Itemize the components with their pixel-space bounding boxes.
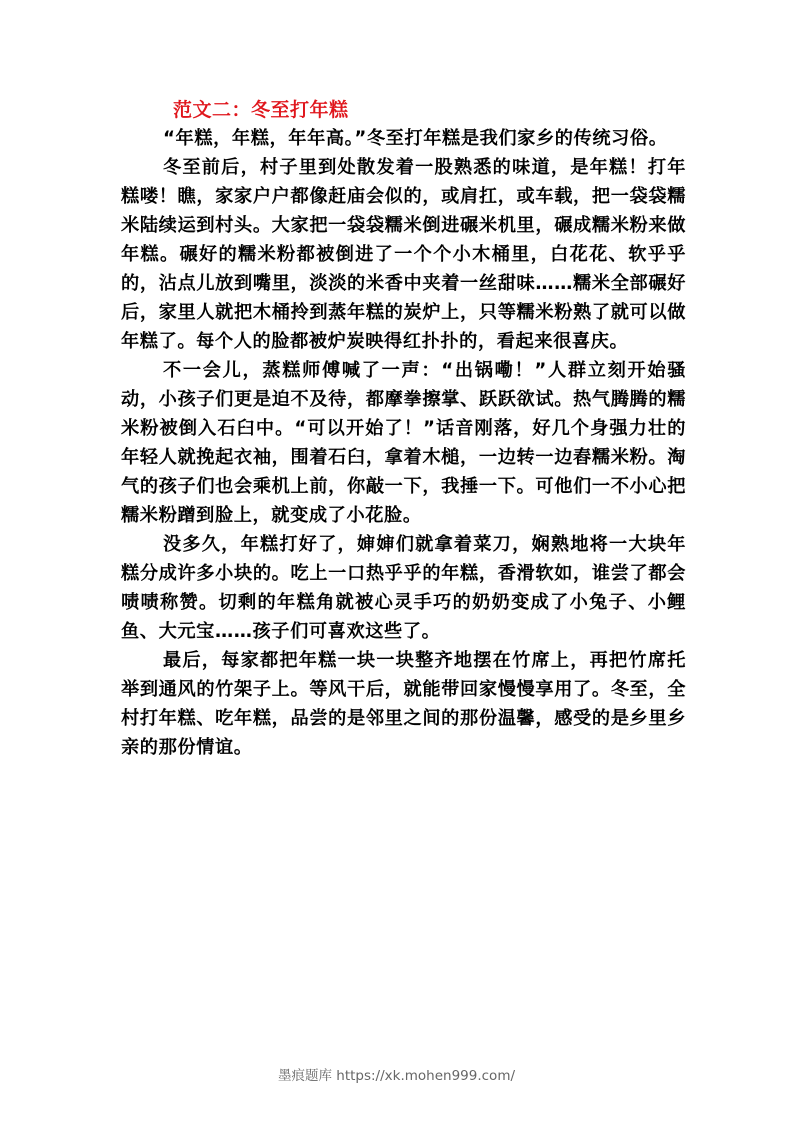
essay-content — [121, 96, 686, 762]
essay-paragraph-4: 没多久，年糕打好了，婶婶们就拿着菜刀，娴熟地将一大块年糕分成许多小块的。吃上一口热乎乎的年糕，香滑软如，谁尝了都会啧啧称赞。切剩的年糕角就被心灵手巧的奶奶变成了小兔子、小鲤鱼、大元宝……孩子们可喜欢这些了。 — [121, 534, 686, 642]
essay-title: 范文二：冬至打年糕 — [173, 99, 349, 121]
footer-watermark: 墨痕题库 https://xk.mohen999.com/ — [277, 1068, 516, 1084]
essay-paragraph-1: “年糕，年糕，年年高。”冬至打年糕是我们家乡的传统习俗。 — [163, 128, 668, 149]
essay-paragraph-5: 最后，每家都把年糕一块一块整齐地摆在竹席上，再把竹席托举到通风的竹架子上。等风干后，就能带回家慢慢享用了。冬至，全村打年糕、吃年糕，品尝的是邻里之间的那份温馨，感受的是乡里乡亲的那份情谊。 — [121, 650, 686, 758]
essay-paragraph-2: 冬至前后，村子里到处散发着一股熟悉的味道，是年糕！打年糕喽！瞧，家家户户都像赶庙会似的，或肩扛，或车载，把一袋袋糯米陆续运到村头。大家把一袋袋糯米倒进碾米机里，碾成糯米粉来做年糕。碾好的糯米粉都被倒进了一个个小木桶里，白花花、软乎乎的，沾点儿放到嘴里，淡淡的米香中夹着一丝甜味……糯米全部碾好后，家里人就把木桶拎到蒸年糕的炭炉上，只等糯米粉熟了就可以做年糕了。每个人的脸都被炉炭映得红扑扑的，看起来很喜庆。 — [121, 157, 686, 352]
essay-paragraph-3: 不一会儿，蒸糕师傅喊了一声：“出锅嘞！”人群立刻开始骚动，小孩子们更是迫不及待，都摩拳擦掌、跃跃欲试。热气腾腾的糯米粉被倒入石臼中。“可以开始了！”话音刚落，好几个身强力壮的年轻人就挽起衣袖，围着石臼，拿着木槌，一边转一边舂糯米粉。淘气的孩子们也会乘机上前，你敲一下，我捶一下。可他们一不小心把糯米粉蹭到脸上，就变成了小花脸。 — [121, 360, 686, 526]
